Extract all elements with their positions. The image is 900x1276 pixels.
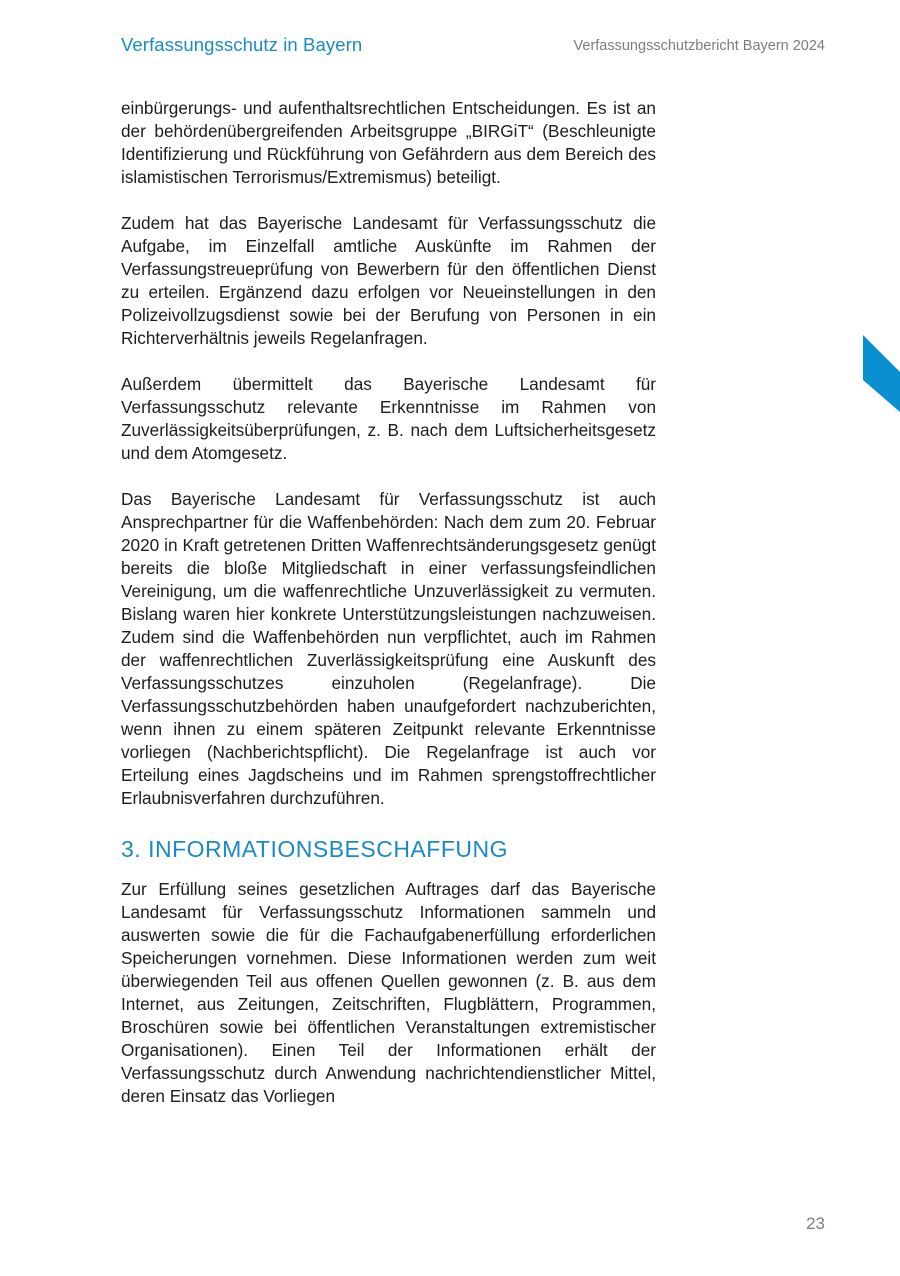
section-heading: 3. INFORMATIONSBESCHAFFUNG: [121, 836, 508, 862]
section-paragraph: Zur Erfüllung seines gesetzlichen Auftrages darf das Bayerische Landesamt für Verfassungsschutz Informationen sammeln und auswerten sowie die für die Fachaufgabenerfüllung erforderlichen Speicherungen vornehmen. Diese Informationen werden zum weit überwiegenden Teil aus offenen Quellen gewonnen (z. B. aus dem Internet, aus Zeitungen, Zeitschriften, Flugblättern, Programmen, Broschüren sowie bei öffentlichen Veranstaltungen extremistischer Organisationen). Einen Teil der Informationen erhält der Verfassungsschutz durch Anwendung nachrichtendienstlicher Mittel, deren Einsatz das Vorliegen: [121, 879, 656, 1106]
paragraph-1: einbürgerungs- und aufenthaltsrechtlichen Entscheidungen. Es ist an der behördenübergreifenden Arbeitsgruppe „BIRGiT“ (Beschleunigte Identifizierung und Rückführung von Gefährdern aus dem Bereich des islamistischen Terrorismus/Extremismus) beteiligt.: [121, 98, 656, 187]
page-header: [121, 34, 825, 62]
header-section-title: Verfassungsschutz in Bayern: [121, 34, 363, 55]
header-report-title: Verfassungsschutzbericht Bayern 2024: [573, 38, 825, 54]
paragraph-2: Zudem hat das Bayerische Landesamt für Verfassungsschutz die Aufgabe, im Einzelfall amtliche Auskünfte im Rahmen der Verfassungstreueprüfung von Bewerbern für den öffentlichen Dienst zu erteilen. Ergänzend dazu erfolgen vor Neueinstellungen in den Polizeivollzugsdienst sowie bei der Berufung von Personen in ein Richterverhältnis jeweils Regelanfragen.: [121, 213, 656, 348]
page-number: 23: [806, 1214, 825, 1233]
main-content: [121, 97, 656, 1131]
paragraph-3: Außerdem übermittelt das Bayerische Landesamt für Verfassungsschutz relevante Erkenntnisse im Rahmen von Zuverlässigkeitsüberprüfungen, z. B. nach dem Luftsicherheitsgesetz und dem Atomgesetz.: [121, 374, 656, 463]
paragraph-4: Das Bayerische Landesamt für Verfassungsschutz ist auch Ansprechpartner für die Waffenbehörden: Nach dem zum 20. Februar 2020 in Kraft getretenen Dritten Waffenrechtsänderungsgesetz genügt bereits die bloße Mitgliedschaft in einer verfassungsfeindlichen Vereinigung, um die waffenrechtliche Unzuverlässigkeit zu vermuten. Bislang waren hier konkrete Unterstützungsleistungen nachzuweisen. Zudem sind die Waffenbehörden nun verpflichtet, auch im Rahmen der waffenrechtlichen Zuverlässigkeitsprüfung eine Auskunft des Verfassungsschutzes einzuholen (Regelanfrage). Die Verfassungsschutzbehörden haben unaufgefordert nachzuberichten, wenn ihnen zu einem späteren Zeitpunkt relevante Erkenntnisse vorliegen (Nachberichtspflicht). Die Regelanfrage ist auch vor Erteilung eines Jagdscheins und im Rahmen sprengstoffrechtlicher Erlaubnisverfahren durchzuführen.: [121, 489, 656, 808]
chapter-tab-marker: [863, 335, 900, 412]
